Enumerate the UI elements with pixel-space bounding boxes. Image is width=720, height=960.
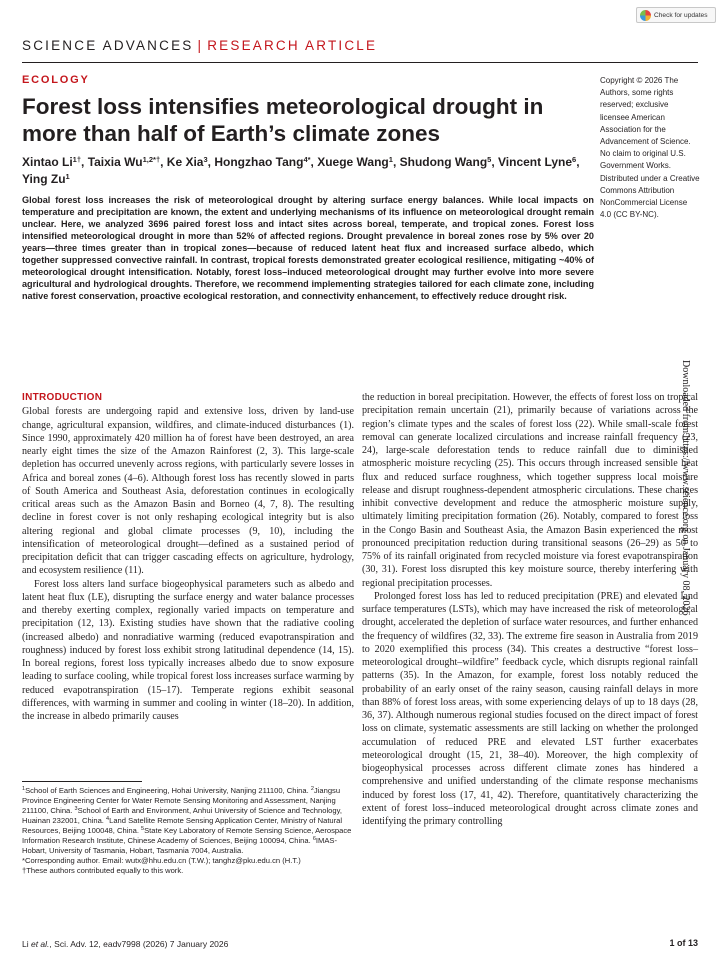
introduction-heading: INTRODUCTION [22,392,103,403]
crossmark-icon [640,10,651,21]
affiliation-number: 2 [310,786,314,792]
footer-citation: Li et al., Sci. Adv. 12, eadv7998 (2026) 7 January 2026 [22,939,229,949]
copyright-notice: Copyright © 2026 The Authors, some rights reserved; exclusive licensee American Association for the Advancement of Science. No claim to original U.S. Government Works. Distributed under a Creative Commons Attribution NonCommercial License 4.0 (CC BY-NC). [600,76,700,220]
author-list: Xintao $Li^{1\dagger}$, Taixia $Wu^{1,2*\dagger}$, Ke Xia$^3$, Hongzhao Tang$^{4*}$, Xuege Wang$^1$, Shudong Wang$^5$, Vincent Lyne$^6$, Ying Zu$^1$ [22,155,580,186]
author-affiliation-marker: 4* [303,155,311,164]
intro-paragraph-2: Forest loss alters land surface biogeophysical parameters such as albedo and latent heat flux (LE), disrupting the surface energy and water balance processes and thereby exerting complex, regionally varied impacts on temperature and precipitation (12, 13). Existing studies have shown that the radiative cooling (increased albedo) and nonradiative warming (reduced evapotranspiration and roughness) induced by forest loss exhibit strong latitudinal dependence (14, 15). In boreal regions, forest loss typically increases albedo due to snow exposure leading to surface cooling, while tropical forest loss increases surface warming by reduced evapotranspiration (15–17). Temperate regions exhibit seasonal differences, with warming in summer and cooling in winter (18–20). In addition, the increase in albedo primarily causes [22,578,354,722]
footnote-rule [22,781,142,782]
author-affiliation-marker: 5 [487,155,492,164]
author-name: Ke Xia [166,155,204,169]
corresponding-author: *Corresponding author. Email: wutx@hhu.edu.cn (T.W.); tanghz@pku.edu.cn (H.T.) [22,856,301,865]
affiliation-number: 1 [22,786,26,792]
affiliation-number: 3 [74,806,78,812]
section-label: ECOLOGY [22,74,90,86]
author [400,155,492,169]
abstract: Global forest loss increases the risk of meteorological drought by altering surface energy balances. While local impacts on temperature and precipitation are known, the extent and underlying mechanisms of its influence on meteorological drought remain unclear. Here, we analyzed 3696 paired forest loss and intact sites across boreal, temperate, and tropical zones. Forest loss intensified meteorological drought in more than 52% of affected regions. Drought prevalence in boreal zones rose by 5% over 20 years—three times greater than in tropical zones—because of reduced latent heat flux and increased surface albedo, which together suppressed convective rainfall. In contrast, tropical forests demonstrated greater ecological resilience, mitigating ~40% of meteorological drought intensification. Notably, forest loss–induced meteorological drought may further evolve into more severe agricultural and hydrological droughts. Therefore, we recommend implementing strategies tailored for each climate zone, including native forest conservation, proactive ecological restoration, and connectivity enhancement, to effectively reduce drought risk. [22,195,594,302]
check-for-updates-badge[interactable] [636,7,716,23]
journal-header [22,38,377,53]
affiliation-number: 5 [141,826,145,832]
body-column-right [362,391,698,828]
author-affiliation-marker: 3 [203,155,208,164]
affiliation-text: School of Earth and Environment, Anhui University of Science and Technology, Huainan 232001, China. [22,806,342,825]
intro-paragraph-3: the reduction in boreal precipitation. However, the effects of forest loss on tropical precipitation remain uncertain (21), primarily because of variations across the region’s climate types and the scales of forest loss (22). While small-scale forest removal can generate localized circulations and increase rainfall frequency (23, 24), large-scale deforestation tends to reduce rainfall due to diminished atmospheric moisture recycling (25). This occurs through increased sensible heat flux and reduced surface roughness, which together suppress local moisture release and disrupt roughness-dependent atmospheric circulations. These changes inhibit convective development and reduce the atmospheric moisture supply, ultimately limiting precipitation formation (26). Notably, compared to forest loss in the Congo Basin and Southeast Asia, the Amazon Basin experienced the most pronounced precipitation reduction during transitional seasons (26–29) as 50 to 75% of its rainfall originated from recycled moisture via forest evapotranspiration (30, 31). Forest loss disrupted this key moisture source, thereby interfering with regional precipitation processes. [362,392,698,589]
author [498,155,576,169]
author-affiliation-marker: 1 [388,155,393,164]
author [214,155,310,169]
paper-title: Forest loss intensifies meteorological drought in more than half of Earth’s climate zones [22,94,544,146]
author [22,155,81,169]
author-name: Hongzhao Tang [214,155,304,169]
affiliation-list [22,786,354,856]
author-name: Vincent Lyne [498,155,573,169]
author [22,172,70,186]
header-separator: | [197,38,204,53]
author [317,155,393,169]
affiliation-text: School of Earth Sciences and Engineering, Hohai University, Nanjing 211100, China. [25,786,311,795]
intro-paragraph-1: Global forests are undergoing rapid and extensive loss, driven by land-use change, agricultural expansion, wildfires, and climate-induced disturbances (1). Since 1990, approximately 420 million ha of forest have been destroyed, an area nearly eight times the size of the Amazon Rainforest (2, 3). This large-scale depletion has occurred unevenly across regions, with particularly severe losses in Africa and boreal zones (4–6). Although forest loss has recently slowed in parts of South America and Southeast Asia, deforestation continues in ecologically critical areas such as the Amazon Basin and Borneo (4, 7, 8). The resulting decline in forest cover is not only reshaping ecological integrity but is also altering regional and global climate processes (9, 10), including the intensification of meteorological drought—defined as a sustained period of precipitation deficit that can trigger cascading effects on agriculture, hydrology, and ecosystem resilience (11). [22,406,354,577]
header-rule [22,62,698,63]
affiliation-number: 6 [312,836,316,842]
footer-page-number: 1 of 13 [669,938,698,948]
author-affiliation-marker: 1† [72,155,82,164]
affiliation-text: Land Satellite Remote Sensing Application Center, Ministry of Natural Resources, Beijing 100048, China. [22,816,343,835]
check-for-updates-label: Check for updates [654,11,708,19]
journal-name: SCIENCE ADVANCES [22,38,194,53]
author-name: Xuege Wang [317,155,389,169]
author-affiliation-marker: 1 [65,172,70,181]
author-name: Shudong Wang [399,155,488,169]
affiliation-text: Jiangsu Province Engineering Center for Water Remote Sensing Monitoring and Assessment, Nanjing 211100, China. [22,786,341,815]
equal-contribution-note: †These authors contributed equally to this work. [22,866,184,875]
author [88,155,160,169]
affiliation-number: 4 [106,816,110,822]
article-type: RESEARCH ARTICLE [207,38,378,53]
author-affiliation-marker: 1,2*† [142,155,161,164]
affiliation-text: State Key Laboratory of Remote Sensing Science, Aerospace Information Research Institute, Chinese Academy of Sciences, Beijing 100094, China. [22,826,352,845]
author [167,155,208,169]
affiliation-text: IMAS-Hobart, University of Tasmania, Hobart, Tasmania 7004, Australia. [22,836,338,855]
download-side-note-text: Downloaded from https://www.science.org on January 08, 2026 [680,360,691,616]
author-name: Xintao Li [22,155,73,169]
intro-paragraph-4: Prolonged forest loss has led to reduced precipitation (PRE) and elevated land surface temperatures (LSTs), which may have increased the risk of meteorological drought, accelerated the depletion of surface water resources, and further enhanced the frequency of wildfires (32, 33). The extreme fire season in Australia from 2019 to 2020 exemplified this process (34). This creates a destructive “forest loss–meteorological drought–wildfire” feedback cycle, which disrupts regional rainfall patterns (35). In the Amazon, for example, forest loss notably reduced the probability of an early onset of the rainy season, causing rainfall delays in more than 88% of forest loss areas, with some experiencing delays of up to 18 days (28, 36, 37). Although numerous regional studies focused on the direct impact of forest loss on climate, systematic assessments are still lacking on whether the prolonged accumulation of reduced PRE and elevated LST further exacerbates meteorological drought (15, 21, 38–40). Moreover, the high complexity of biogeophysical processes across different climate zones has hindered a comprehensive and unified understanding of the climate response mechanisms induced by forest loss (17, 41, 42). Therefore, quantitatively characterizing the extent of forest loss–induced meteorological drought across climate zones and identifying the primary controlling [362,590,698,827]
author-name: Ying Zu [22,172,66,186]
author-name: Taixia Wu [87,155,143,169]
body-column-left [22,391,354,723]
affiliations-footnotes [22,786,354,876]
author-affiliation-marker: 6 [572,155,577,164]
